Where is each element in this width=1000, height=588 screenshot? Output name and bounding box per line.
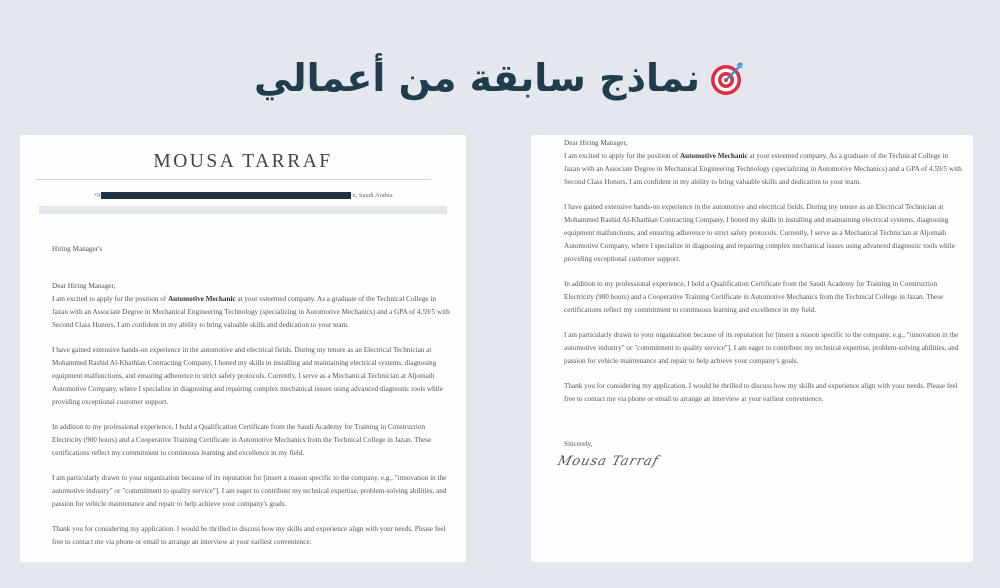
letter-paragraph-2: I have gained extensive hands-on experience in the automotive and electrical fields. During my tenure as an Electrical Technician at Mohammed Rashid Al-Khathlan Contracting Company, I honed my skills in installing and maintaining electrical systems, diagnosing equipment malfunctions, and ensuring adherence to strict safety protocols. Currently, I serve as a Mechanical Technician at Aljomaih Automotive Company, where I specialize in diagnosing and repairing complex mechanical issues using advanced diagnostic tools while providing exceptional customer support. (564, 203, 955, 263)
letter-paragraph-2: I have gained extensive hands-on experience in the automotive and electrical fields. During my tenure as an Electrical Technician at Mohammed Rashid Al-Khathlan Contracting Company, I honed my skills in installing and maintaining electrical systems, diagnosing equipment malfunctions, and ensuring adherence to strict safety protocols. Currently, I serve as a Mechanical Technician at Aljomaih Automotive Company, where I specialize in diagnosing and repairing complex mechanical issues using advanced diagnostic tools while providing exceptional customer support. (52, 346, 443, 406)
letter-greeting: Dear Hiring Manager, (564, 139, 628, 147)
paragraph-text: I am excited to apply for the position of (564, 152, 680, 160)
recipient-line: Hiring Manager's (52, 245, 103, 253)
letter-paragraph-3: In addition to my professional experience, I hold a Qualification Certificate from the Saudi Academy for Training in Construction Electricity (900 hours) and a Cooperative Training Certificate in Automotive Mechanics from the Technical College in Jazan. These certifications reflect my commitment to continuous learning and excellence in my field. (564, 280, 944, 314)
paragraph-text: at your esteemed company. As a graduate of the Technical College in Jazan with an Associate Degree in Mechanical Engineering Technology (specializing in Automotive Mechanics) and a GPA of 4.59/5 with Second Class Honors, I am confident in my ability to bring valuable skills and dedication to your team. (52, 295, 450, 329)
letter-paragraph-3: In addition to my professional experience, I hold a Qualification Certificate from the Saudi Academy for Training in Construction Electricity (900 hours) and a Cooperative Training Certificate in Automotive Mechanics from the Technical College in Jazan. These certifications reflect my commitment to continuous learning and excellence in my field. (52, 423, 432, 457)
contact-line (20, 189, 466, 201)
cover-letter-sample-1 (20, 135, 466, 562)
sign-off: Sincerely, (564, 440, 593, 448)
paragraph-text: I am excited to apply for the position of (52, 295, 168, 303)
header-divider (35, 179, 431, 180)
applicant-name: MOUSA TARRAF (153, 151, 333, 172)
contact-prefix: +9 (93, 191, 101, 199)
letter-greeting: Dear Hiring Manager, (52, 282, 116, 290)
redacted-contact-info (101, 192, 351, 199)
letter-body (555, 137, 964, 470)
letter-paragraph-5: Thank you for considering my application. I would be thrilled to discuss how my skills and experience align with your needs. Please feel free to contact me via phone or email to arrange an interview at your earliest convenience. (52, 525, 446, 546)
letter-paragraph-4: I am particularly drawn to your organization because of its reputation for [insert a reason specific to the company, e.g., "innovation in the automotive industry" or "commitment to quality service"]. I am eager to contribute my technical expertise, problem-solving abilities, and passion for vehicle maintenance and repair to help achieve your company's goals. (564, 331, 959, 365)
job-title-bold: Automotive Mechanic (679, 152, 748, 160)
letter-paragraph-4: I am particularly drawn to your organization because of its reputation for [insert a reason specific to the company, e.g., "innovation in the automotive industry" or "commitment to quality service"]. I am eager to contribute my technical expertise, problem-solving abilities, and passion for vehicle maintenance and repair to help achieve your company's goals. (52, 474, 447, 508)
page-title: نماذج سابقة من أعمالي (253, 56, 701, 100)
job-title-bold: Automotive Mechanic (167, 295, 236, 303)
letter-paragraph-1 (564, 150, 964, 189)
paragraph-text: at your esteemed company. As a graduate of the Technical College in Jazan with an Associate Degree in Mechanical Engineering Technology (specializing in Automotive Mechanics) and a GPA of 4.59/5 with Second Class Honors, I am confident in my ability to bring valuable skills and dedication to your team. (564, 152, 962, 186)
cover-letter-sample-2 (531, 135, 973, 562)
page-heading (0, 48, 1000, 108)
target-icon (710, 60, 746, 96)
contact-location: n, Saudi Arabia (352, 191, 393, 199)
signature: Mousa Tarraf (555, 454, 661, 469)
letter-paragraph-1 (52, 293, 452, 332)
header-band (39, 206, 447, 214)
letter-body (52, 280, 452, 561)
letter-paragraph-5: Thank you for considering my application. I would be thrilled to discuss how my skills and experience align with your needs. Please feel free to contact me via phone or email to arrange an interview at your earliest convenience. (564, 382, 958, 403)
